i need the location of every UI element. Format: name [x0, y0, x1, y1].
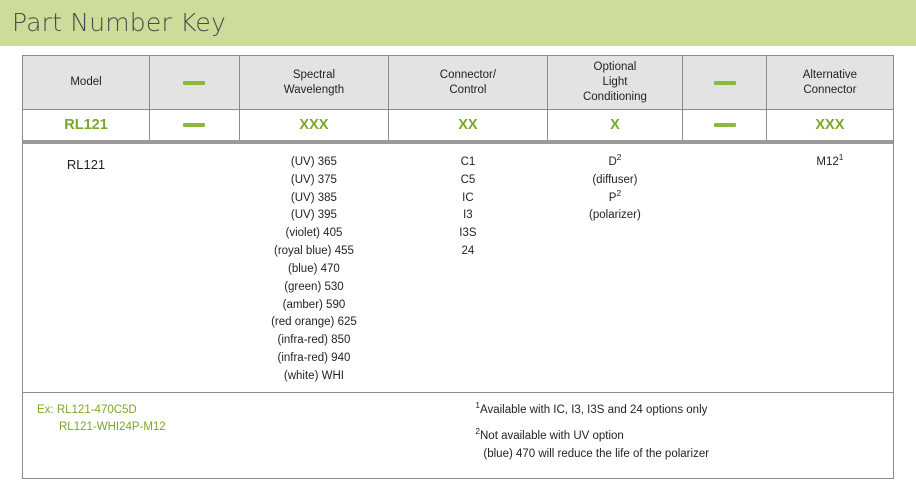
table-body-row — [23, 144, 893, 392]
alternative-value: M12 — [816, 156, 839, 168]
header-optional-line2: Light — [602, 76, 628, 89]
header-dash-2 — [683, 56, 767, 109]
header-model — [23, 56, 150, 109]
part-number-key-table — [22, 55, 894, 479]
list-item: I3 — [463, 209, 473, 222]
alternative-option-list — [767, 154, 893, 172]
list-item-polarizer-code — [548, 190, 683, 208]
footnote-2-subtext: (blue) 470 will reduce the life of the polarizer — [483, 447, 710, 460]
footnote-2-marker: 2 — [475, 427, 480, 437]
header-connector-control — [389, 56, 547, 109]
list-item: IC — [462, 191, 474, 204]
body-dash-2 — [683, 144, 767, 392]
header-dash-1 — [150, 56, 240, 109]
code-model — [23, 110, 150, 140]
connector-option-list — [389, 154, 546, 261]
example-line-1 — [37, 402, 475, 419]
table-header-row — [23, 56, 893, 109]
list-item: (UV) 375 — [290, 173, 337, 186]
list-item: (UV) 385 — [290, 191, 337, 204]
example-value-2: RL121-WHI24P-M12 — [59, 420, 166, 433]
list-item: I3S — [459, 227, 477, 240]
list-item: (UV) 395 — [290, 209, 337, 222]
list-item: (amber) 590 — [282, 298, 346, 311]
code-alternative-value: XXX — [815, 117, 845, 133]
examples-block — [23, 393, 475, 478]
page-title: Part Number Key — [12, 8, 226, 37]
body-model-value: RL121 — [66, 157, 106, 172]
header-spectral-line2: Wavelength — [283, 83, 345, 96]
footnote-2 — [475, 428, 883, 463]
header-optional-line1: Optional — [593, 61, 637, 74]
code-connector — [389, 110, 547, 140]
examples-label: Ex: — [37, 404, 54, 416]
list-item: (blue) 470 — [288, 262, 340, 275]
footnote-1-marker: 1 — [475, 401, 480, 411]
list-item: (red orange) 625 — [271, 316, 357, 329]
body-optional-options — [548, 144, 684, 392]
list-item: C5 — [460, 173, 476, 186]
table-footer-row — [23, 392, 893, 478]
header-model-label: Model — [70, 76, 102, 89]
optional-p: P — [608, 191, 617, 204]
header-alternative-line2: Connector — [803, 83, 857, 96]
optional-option-list — [548, 154, 683, 225]
header-optional-light-conditioning — [548, 56, 684, 109]
list-item-m12 — [767, 154, 893, 172]
code-dash-1 — [150, 110, 240, 140]
body-spectral-options — [240, 144, 390, 392]
optional-p-footnote: 2 — [616, 188, 622, 198]
header-alternative-connector — [767, 56, 893, 109]
spectral-option-list — [240, 154, 389, 386]
header-optional-line3: Conditioning — [582, 90, 647, 103]
list-item: (infra-red) 940 — [277, 351, 351, 364]
footnote-1 — [475, 402, 883, 419]
example-line-2 — [37, 419, 475, 436]
list-item: (infra-red) 850 — [277, 334, 351, 347]
header-spectral-line1: Spectral — [292, 68, 336, 81]
list-item: (green) 530 — [284, 280, 344, 293]
list-item-diffuser-label: (diffuser) — [592, 173, 638, 186]
page-banner — [0, 0, 916, 46]
body-connector-options — [389, 144, 547, 392]
list-item-diffuser-code — [548, 154, 683, 172]
code-optional-value: X — [610, 117, 620, 133]
code-dash-2 — [683, 110, 767, 140]
code-spectral-value: XXX — [299, 117, 329, 133]
header-spectral-wavelength — [240, 56, 390, 109]
header-connector-line2: Control — [449, 83, 487, 96]
table-code-row — [23, 109, 893, 140]
list-item: (violet) 405 — [285, 227, 343, 240]
code-alternative — [767, 110, 893, 140]
list-item: 24 — [461, 245, 475, 258]
dash-icon — [714, 123, 736, 127]
footnote-2-text: Not available with UV option — [480, 430, 624, 443]
code-spectral — [240, 110, 390, 140]
list-item-polarizer-label: (polarizer) — [589, 209, 641, 222]
dash-icon — [714, 81, 736, 85]
dash-icon — [183, 123, 205, 127]
optional-d: D — [608, 156, 617, 168]
header-alternative-line1: Alternative — [802, 68, 858, 81]
header-connector-line1: Connector/ — [439, 68, 497, 81]
code-model-value: RL121 — [64, 117, 108, 133]
optional-d-footnote: 2 — [616, 153, 622, 163]
body-alternative-options — [767, 144, 893, 392]
body-model — [23, 144, 150, 392]
list-item: (UV) 365 — [290, 156, 337, 168]
dash-icon — [183, 81, 205, 85]
list-item: (royal blue) 455 — [273, 245, 354, 258]
example-value-1: RL121-470C5D — [56, 404, 137, 416]
footnotes-block — [475, 393, 893, 478]
body-dash-1 — [150, 144, 240, 392]
code-optional — [548, 110, 684, 140]
code-connector-value: XX — [458, 117, 478, 133]
list-item: C1 — [460, 156, 476, 168]
list-item: (white) WHI — [283, 369, 344, 382]
footnote-1-text: Available with IC, I3, I3S and 24 options only — [480, 404, 708, 416]
alternative-footnote: 1 — [838, 153, 844, 163]
